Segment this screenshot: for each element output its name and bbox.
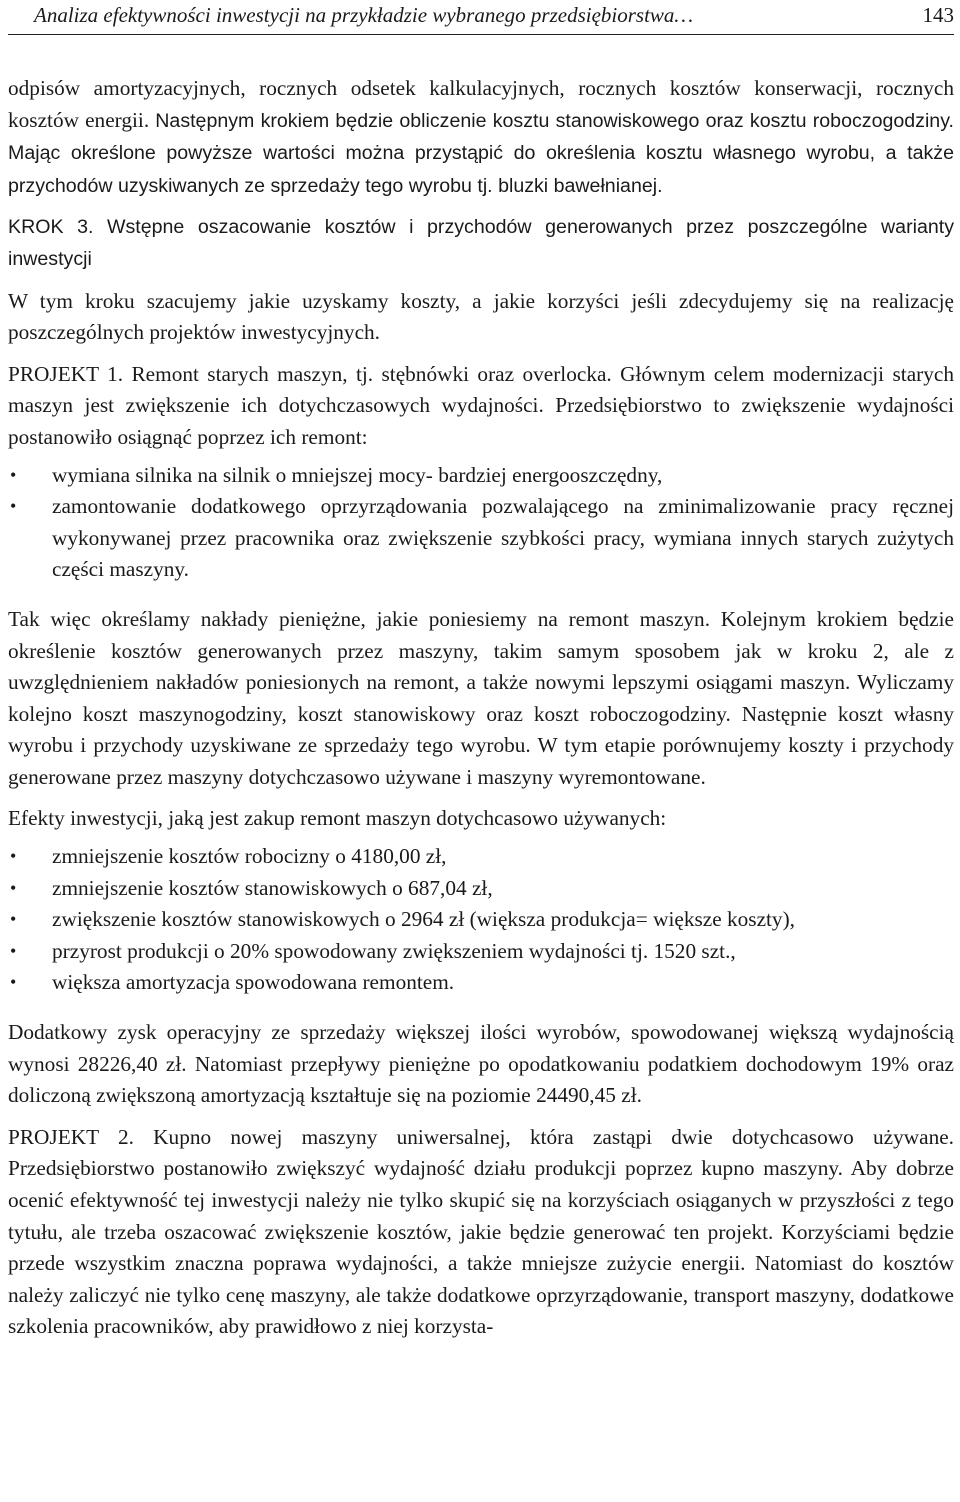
projekt2-paragraph: PROJEKT 2. Kupno nowej maszyny uniwersalnej, która zastąpi dwie dotychcasowo używane. Przedsiębiorstwo postanowiło zwiększyć wydajność działu produkcji poprzez kupno maszyny. Aby dobrze ocenić efektywność tej inwestycji należy nie tylko skupić się na korzyściach osiąganych w przyszłości z tego tytułu, ale trzeba oszacować zwiększenie kosztów, jakie będzie generować ten projekt. Korzyściami będzie przede wszystkim znaczna poprawa wydajności, a także mniejsze zużycie energii. Natomiast do kosztów należy zaliczyć nie tylko cenę maszyny, ale także dodatkowe oprzyrządowanie, transport maszyny, dodatkowe szkolenia pracowników, aby prawidłowo z niej korzysta- (8, 1124, 954, 1339)
bullet-icon: • (10, 464, 17, 485)
list-item: • zwiększenie kosztów stanowiskowych o 2964 zł (większa produkcja= większe koszty), (8, 904, 954, 936)
bullet-icon: • (10, 877, 17, 898)
list-item: • przyrost produkcji o 20% spowodowany zwiększeniem wydajności tj. 1520 szt., (8, 936, 954, 968)
header-title: Analiza efektywności inwestycji na przykładzie wybranego przedsiębiorstwa… (34, 3, 694, 27)
list-item: • większa amortyzacja spowodowana remontem. (8, 967, 954, 999)
krok3-body: W tym kroku szacujemy jakie uzyskamy koszty, a jakie korzyści jeśli zdecydujemy się na realizację poszczególnych projektów inwestycyjnych. (8, 288, 954, 345)
effects-intro: Efekty inwestycji, jaką jest zakup remont maszyn dotychcasowo używanych: (8, 806, 667, 831)
projekt1-summary: Dodatkowy zysk operacyjny ze sprzedaży większej ilości wyrobów, spowodowanej większą wydajnością wynosi 28226,40 zł. Natomiast przepływy pieniężne po opodatkowaniu podatkiem dochodowym 19% oraz doliczoną zwiększoną amortyzacją kształtuje się na poziomie 24490,45 zł. (8, 1020, 954, 1108)
intro-paragraph (8, 73, 954, 202)
page-number: 143 (922, 3, 954, 27)
projekt1-bullet-list (8, 460, 954, 586)
projekt1-intro: PROJEKT 1. Remont starych maszyn, tj. stębnówki oraz overlocka. Głównym celem modernizacji starych maszyn jest zwiększenie ich dotychczasowych wydajności. Przedsiębiorstwo to zwiększenie wydajności postanowiło osiągnąć poprzez ich remont: (8, 361, 954, 449)
list-item: • zmniejszenie kosztów robocizny o 4180,00 zł, (8, 841, 954, 873)
list-item: • zmniejszenie kosztów stanowiskowych o 687,04 zł, (8, 873, 954, 905)
bullet-icon: • (10, 846, 17, 867)
document-page (8, 0, 954, 1343)
krok3-heading: KROK 3. Wstępne oszacowanie kosztów i przychodów generowanych przez poszczególne warianty inwestycji (8, 216, 954, 270)
list-item: • wymiana silnika na silnik o mniejszej mocy- bardziej energooszczędny, (8, 460, 954, 492)
effects-list (8, 841, 954, 999)
intro-serif-text: odpisów amortyzacyjnych, rocznych odsetek kalkulacyjnych, rocznych kosztów konserwacji, rocznych kosztów energii. (8, 76, 954, 132)
bullet-icon: • (10, 496, 17, 517)
running-header (8, 0, 954, 35)
projekt1-paragraph: Tak więc określamy nakłady pieniężne, jakie poniesiemy na remont maszyn. Kolejnym krokiem będzie określenie kosztów generowanych przez maszyny, takim samym sposobem jak w kroku 2, ale z uwzględnieniem nakładów poniesionych na remont, a także nowymi lepszymi osiągami maszyn. Wyliczamy kolejno koszt maszynogodziny, koszt stanowiskowy oraz koszt roboczogodziny. Następnie koszt własny wyrobu i przychody uzyskiwane ze sprzedaży tego wyrobu. W tym etapie porównujemy koszty i przychody generowane przez maszyny dotychczasowo używane i maszyny wyremontowane. (8, 606, 954, 789)
bullet-icon: • (10, 972, 17, 993)
intro-sans-text: Następnym krokiem będzie obliczenie kosztu stanowiskowego oraz kosztu roboczogodziny. Mając określone powyższe wartości można przystąpić do określenia kosztu własnego wyrobu, a także przychodów uzyskiwanych ze sprzedaży tego wyrobu tj. bluzki bawełnianej. (8, 109, 954, 197)
list-item: • zamontowanie dodatkowego oprzyrządowania pozwalającego na zminimalizowanie pracy ręcznej wykonywanej przez pracownika oraz zwiększenie szybkości pracy, wymiana innych starych zużytych części maszyny. (8, 491, 954, 586)
bullet-icon: • (10, 940, 17, 961)
bullet-icon: • (10, 909, 17, 930)
